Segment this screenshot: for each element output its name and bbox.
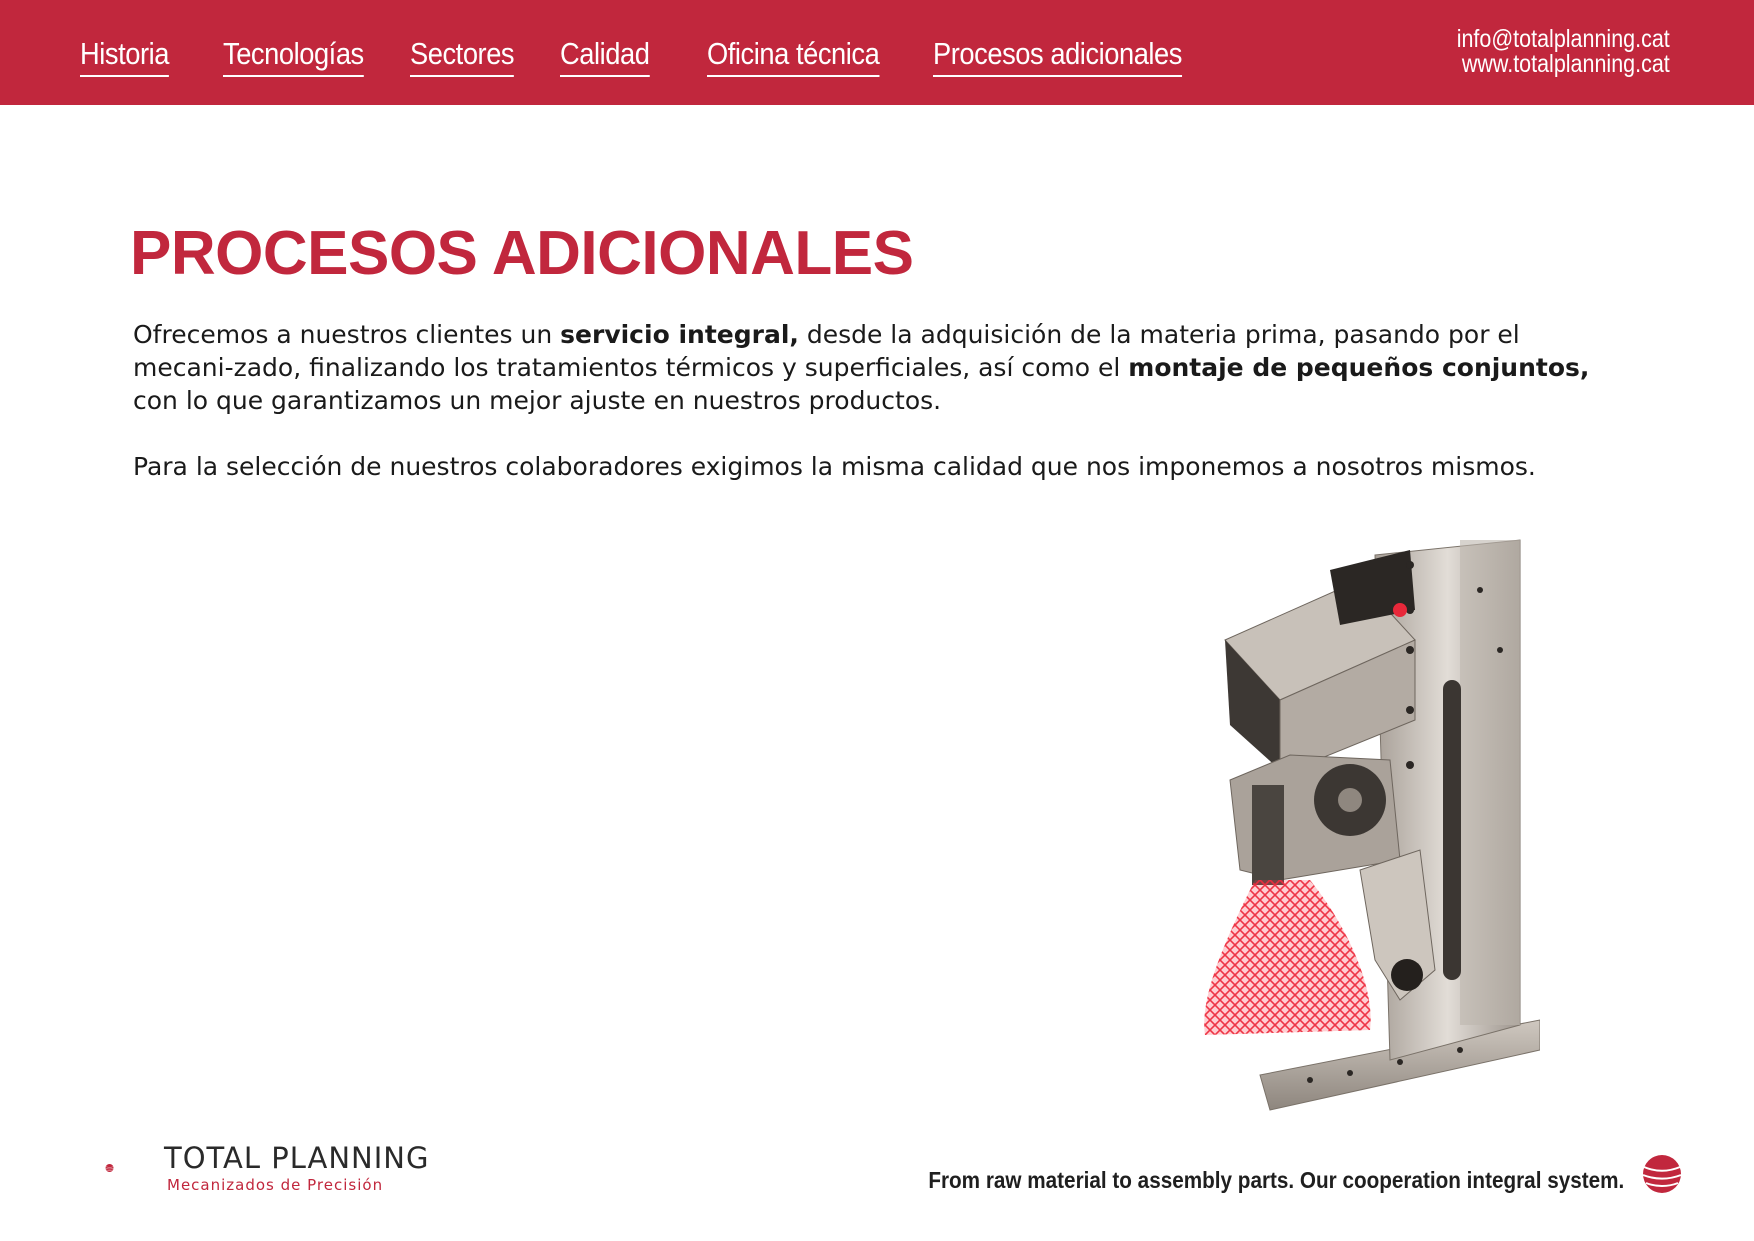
nav-item-procesos-adicionales[interactable]: Procesos adicionales xyxy=(933,36,1182,77)
contact-email[interactable]: info@totalplanning.cat xyxy=(1456,25,1670,53)
paragraph-service xyxy=(133,318,1613,417)
slogan-icon xyxy=(1640,1152,1684,1196)
nav-item-oficina-tecnica[interactable]: Oficina técnica xyxy=(707,36,879,77)
nav-item-sectores[interactable]: Sectores xyxy=(410,36,514,77)
paragraph-collaborators: Para la selección de nuestros colaboradores exigimos la misma calidad que nos imponemos a nosotros mismos. xyxy=(133,452,1536,481)
brand-name: TOTAL PLANNING xyxy=(164,1141,430,1175)
nav-item-tecnologias[interactable]: Tecnologías xyxy=(223,36,364,77)
text-segment: Ofrecemos a nuestros clientes un xyxy=(133,320,561,349)
top-bar xyxy=(0,0,1754,105)
text-segment: desde la adquisición de la materia prima, pasando por el mecani-zado, finalizando los tratamientos térmicos y superficiales, así como el xyxy=(133,320,1520,382)
product-image xyxy=(1160,530,1540,1120)
nav-item-calidad[interactable]: Calidad xyxy=(560,36,649,77)
nav-item-historia[interactable]: Historia xyxy=(80,36,169,77)
page-title: PROCESOS ADICIONALES xyxy=(130,219,914,288)
intro-text xyxy=(133,318,1613,483)
text-segment: con lo que garantizamos un mejor ajuste en nuestros productos. xyxy=(133,386,942,415)
footer-slogan: From raw material to assembly parts. Our cooperation integral system. xyxy=(928,1167,1624,1193)
brand-tagline: Mecanizados de Precisión xyxy=(167,1176,384,1194)
logo-icon xyxy=(105,1138,165,1198)
contact-website[interactable]: www.totalplanning.cat xyxy=(1462,50,1670,78)
contact-info xyxy=(1457,27,1670,77)
text-emphasis: montaje de pequeños conjuntos, xyxy=(1128,353,1590,382)
text-emphasis: servicio integral, xyxy=(560,320,799,349)
